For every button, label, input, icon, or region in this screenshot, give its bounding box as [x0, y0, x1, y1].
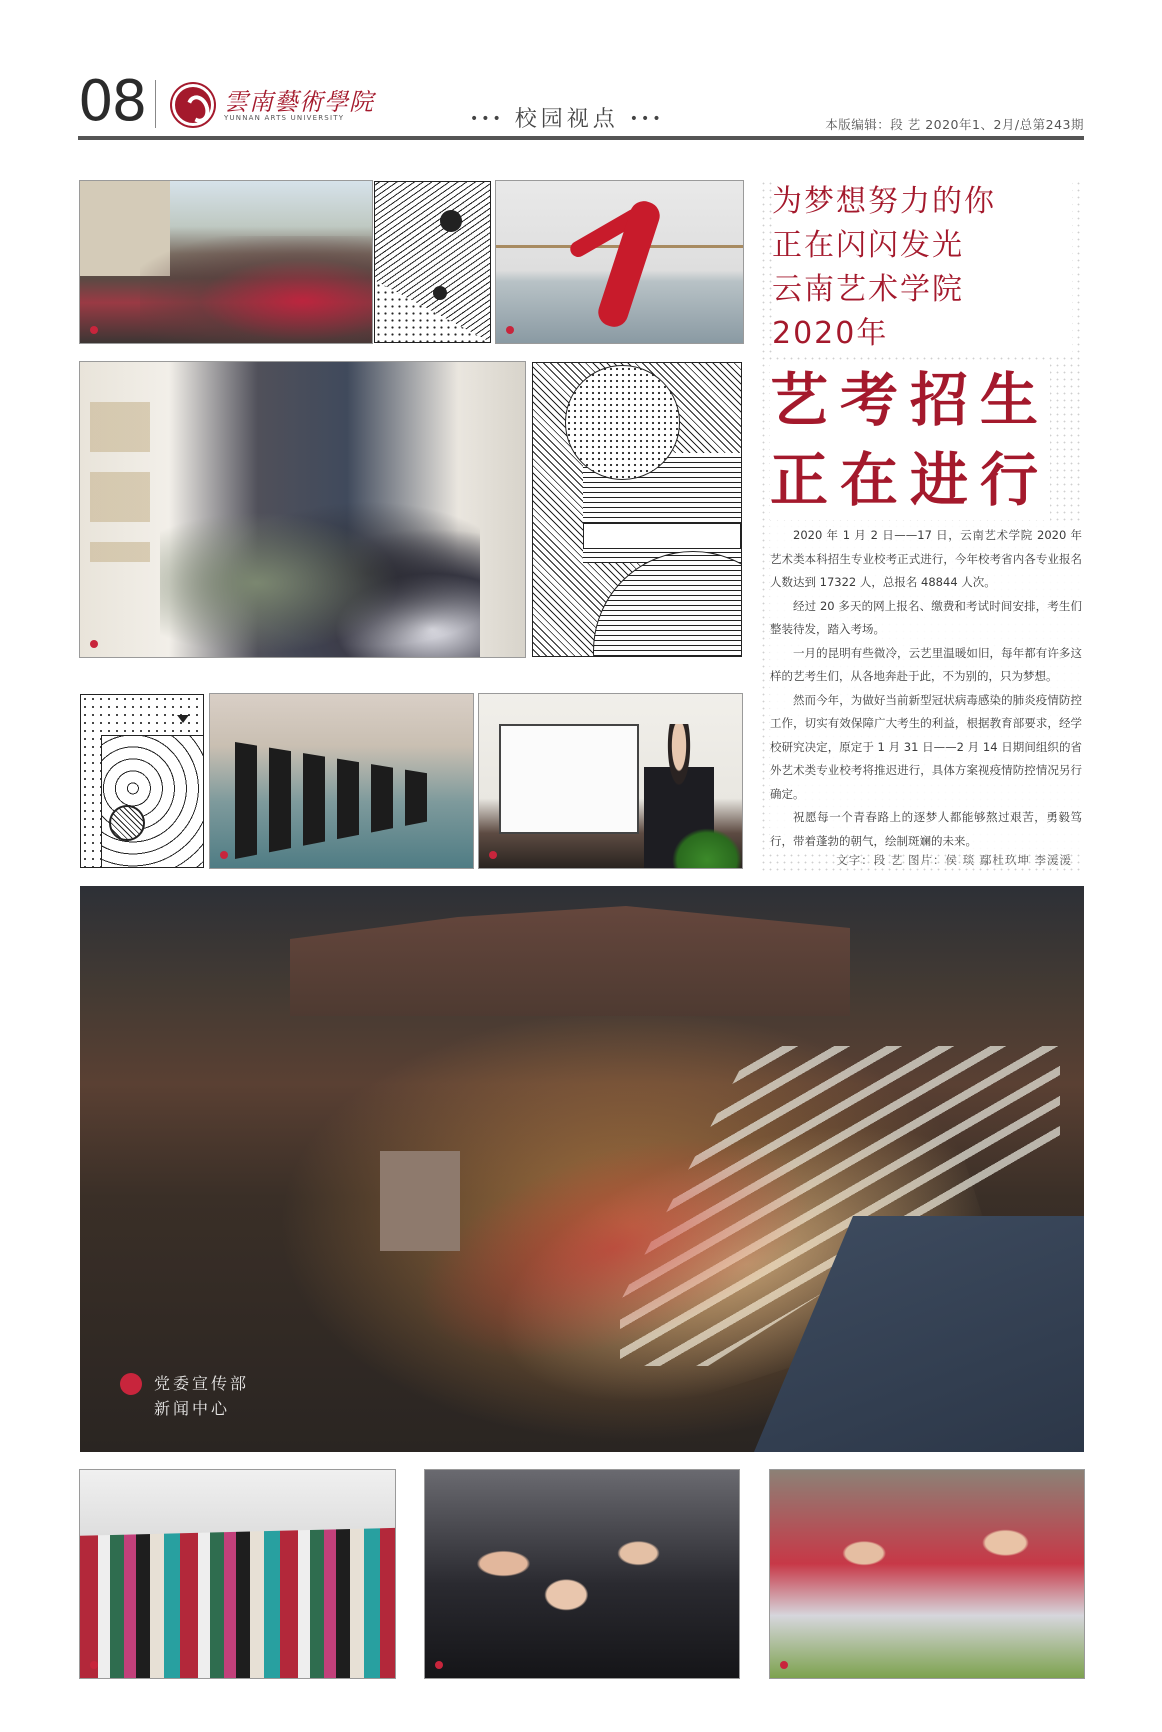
photo-watermark [780, 1661, 792, 1670]
subheadline-line: 2020年 [772, 312, 892, 356]
article-paragraph: 一月的昆明有些微冷，云艺里温暖如旧，每年都有许多这样的艺考生们，从各地奔赴于此，不为别的，只为梦想。 [770, 642, 1082, 689]
article-body [770, 524, 1082, 853]
photo-watermark [435, 1661, 447, 1670]
photo-watermark [90, 640, 102, 649]
university-logo [172, 80, 372, 130]
subheadline-line: 正在闪闪发光 [772, 224, 968, 268]
photo-watermark [90, 326, 102, 335]
subheadline-line: 为梦想努力的你 [772, 180, 1000, 224]
photo-dancer-handstand [496, 181, 743, 343]
article-credit: 文字：段 艺 图片：侯 琰 鄢杜玖坤 李湲湲 [836, 853, 1072, 867]
logo-emblem-icon [172, 84, 214, 126]
photo-exam-instruction [479, 694, 742, 868]
logo-english-name: YUNNAN ARTS UNIVERSITY [224, 114, 345, 122]
section-title [470, 102, 664, 133]
section-dots-right: ••• [629, 111, 664, 127]
photo-aerial-campus-night [80, 886, 1084, 1452]
header-divider [155, 80, 156, 128]
photo-watermark [90, 1661, 102, 1670]
photo-campus-gate-crowd [80, 181, 372, 343]
graphic-diagonal-lines [374, 181, 491, 343]
header-rule [78, 136, 1084, 140]
article-paragraph: 经过 20 多天的网上报名、缴费和考试时间安排，考生们整装待发，踏入考场。 [770, 595, 1082, 642]
graphic-pattern-corner [80, 694, 204, 868]
watermark-logo-icon [120, 1373, 142, 1395]
section-title-text: 校园视点 [514, 107, 619, 132]
photo-waiting-candidates [425, 1470, 739, 1678]
watermark-line1: 党委宣传部 [154, 1373, 250, 1393]
graphic-geometric-circle [532, 362, 742, 657]
photo-watermark [489, 851, 501, 860]
photo-watermark-large [120, 1371, 249, 1422]
watermark-line2: 新闻中心 [154, 1399, 231, 1419]
article [760, 180, 1084, 874]
article-paragraph: 2020 年 1 月 2 日——17 日，云南艺术学院 2020 年艺术类本科招生专业校考正式进行，今年校考省内各专业报名人数达到 17322 人，总报名 48844 人次。 [770, 524, 1082, 595]
page-number: 08 [78, 69, 146, 134]
edition-info: 本版编辑：段 艺 2020年1、2月/总第243期 [825, 117, 1084, 132]
photo-dance-lineup [210, 694, 473, 868]
photo-students-hallway [80, 362, 525, 657]
subheadline-line: 云南艺术学院 [772, 268, 968, 312]
photo-smiling-candidates [770, 1470, 1084, 1678]
logo-chinese-name: 雲南藝術學院 [224, 88, 374, 116]
article-subheadline [772, 180, 1072, 356]
headline-line: 正在进行 [770, 440, 1050, 520]
article-paragraph: 祝愿每一个青春路上的逐梦人都能够熬过艰苦，勇毅笃行，带着蓬勃的朝气，绘制斑斓的未来。 [770, 806, 1082, 853]
headline-line: 艺考招生 [770, 360, 1050, 440]
article-headline [770, 360, 1082, 520]
photo-costumed-candidates [80, 1470, 395, 1678]
section-dots-left: ••• [470, 111, 504, 127]
photo-watermark [220, 851, 232, 860]
photo-watermark [506, 326, 518, 335]
article-paragraph: 然而今年，为做好当前新型冠状病毒感染的肺炎疫情防控工作，切实有效保障广大考生的利益，根据教育部要求，经学校研究决定，原定于 1 月 31 日——2 月 14 日期间组织的省外艺术类专业校考将推迟进行，具体方案视疫情防控情况另行确定。 [770, 689, 1082, 807]
